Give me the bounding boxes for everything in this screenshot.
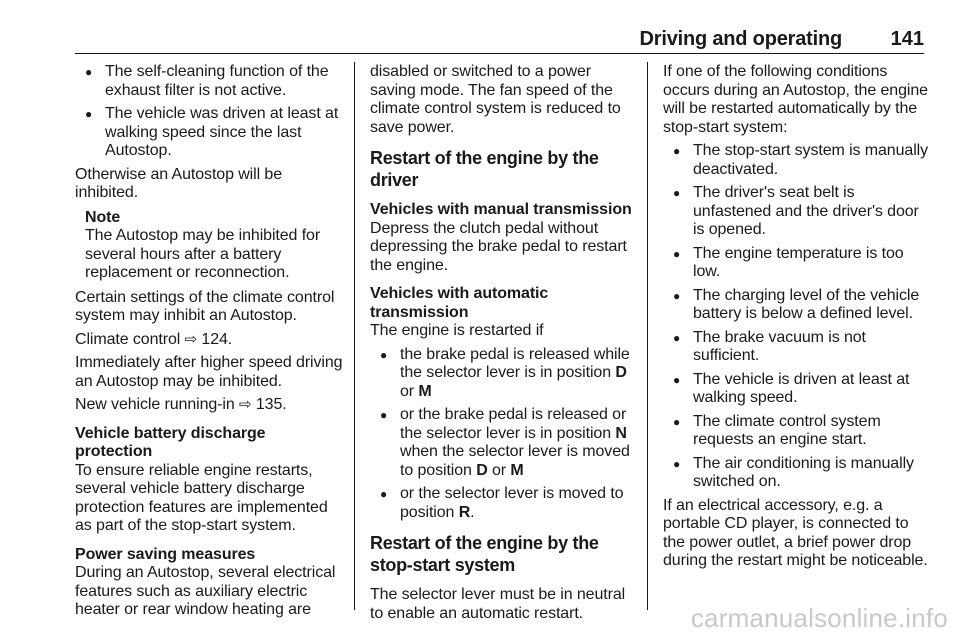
column-3 [663, 63, 933, 576]
reference-page: 124. [201, 330, 233, 348]
list-item: ● The climate control system requests an engine start. [663, 413, 933, 450]
paragraph: The engine is restarted if [370, 322, 544, 339]
subheading: Vehicle battery discharge protection [75, 424, 266, 460]
list-item: ● The brake vacuum is not sufficient. [663, 329, 933, 366]
text: or the brake pedal is released or the selector lever is in position [400, 406, 627, 442]
paragraph: disabled or switched to a power saving mode. The fan speed of the climate control system is reduced to save power. [370, 63, 621, 136]
reference-text: New vehicle running-in [75, 396, 235, 413]
paragraph: Depress the clutch pedal without depressing the brake pedal to restart the engine. [370, 219, 627, 274]
reference-text: Climate control [75, 330, 181, 348]
section-title: Driving and operating [639, 28, 842, 50]
paragraph: If one of the following conditions occurs during an Autostop, the engine will be restarted automatically by the stop-start system: [663, 63, 928, 136]
list-item: ● The driver's seat belt is unfastened and the driver's door is opened. [663, 184, 933, 240]
bullet-list [663, 142, 933, 492]
gear-position: R [458, 503, 471, 521]
list-item [370, 485, 638, 522]
text: . [470, 503, 475, 521]
paragraph: Immediately after higher speed driving an Autostop may be inhibited. [75, 354, 343, 390]
bullet-list [370, 346, 638, 523]
page-header [0, 28, 960, 54]
cross-reference[interactable] [75, 331, 347, 350]
section-heading: Restart of the engine by the driver [370, 148, 599, 190]
list-item: ● The air conditioning is manually switched on. [663, 455, 933, 492]
paragraph: During an Autostop, several electrical features such as auxiliary electric heater or rear window heating are [75, 564, 336, 618]
list-item: ● The stop-start system is manually deactivated. [663, 142, 933, 179]
page-reference-icon: ⇨ [239, 396, 252, 413]
paragraph: To ensure reliable engine restarts, several vehicle battery discharge protection features are implemented as part of the stop-start system. [75, 461, 328, 534]
list-item: ● The self-cleaning function of the exhaust filter is not active. [75, 63, 347, 100]
column-divider-1 [354, 62, 355, 610]
subheading: Vehicles with automatic transmission [370, 285, 549, 321]
page-number: 141 [890, 28, 924, 50]
cross-reference[interactable] [75, 396, 347, 415]
list-item: ● The engine temperature is too low. [663, 245, 933, 282]
paragraph: Certain settings of the climate control system may inhibit an Autostop. [75, 288, 335, 324]
list-item [370, 406, 638, 480]
note-box [85, 209, 347, 283]
reference-page: 135. [255, 396, 287, 413]
list-item: ● The vehicle was driven at least at walking speed since the last Autostop. [75, 105, 347, 161]
bullet-list [75, 63, 347, 161]
text: when the selector lever is moved to position [400, 443, 630, 479]
column-2 [370, 63, 638, 628]
note-title: Note [85, 208, 121, 226]
paragraph: The selector lever must be in neutral to enable an automatic restart. [370, 586, 626, 622]
list-item: ● The charging level of the vehicle battery is below a defined level. [663, 287, 933, 324]
subheading: Power saving measures [75, 545, 256, 563]
gear-position: M [418, 382, 432, 400]
text: or the selector lever is moved to position [400, 485, 624, 521]
gear-position: D [615, 364, 627, 381]
text: the brake pedal is released while the selector lever is in position [400, 345, 630, 381]
subheading: Vehicles with manual transmission [370, 201, 632, 218]
gear-position: M [510, 461, 524, 479]
note-text: The Autostop may be inhibited for several hours after a battery replacement or reconnection. [85, 227, 321, 281]
text: or [487, 461, 511, 479]
list-item: ● The vehicle is driven at least at walking speed. [663, 371, 933, 408]
section-heading: Restart of the engine by the stop-start system [370, 533, 599, 575]
watermark: carmanualsonline.info [690, 603, 948, 633]
gear-position: N [615, 424, 627, 442]
text: or [400, 382, 419, 400]
column-1 [75, 63, 347, 625]
column-divider-2 [647, 62, 648, 610]
list-item [370, 346, 638, 402]
page-reference-icon: ⇨ [184, 330, 198, 348]
gear-position: D [476, 461, 488, 479]
paragraph: If an electrical accessory, e.g. a portable CD player, is connected to the power outlet, a brief power drop during the restart might be noticeable. [663, 496, 928, 569]
header-rule [75, 53, 924, 54]
paragraph: Otherwise an Autostop will be inhibited. [75, 165, 282, 201]
